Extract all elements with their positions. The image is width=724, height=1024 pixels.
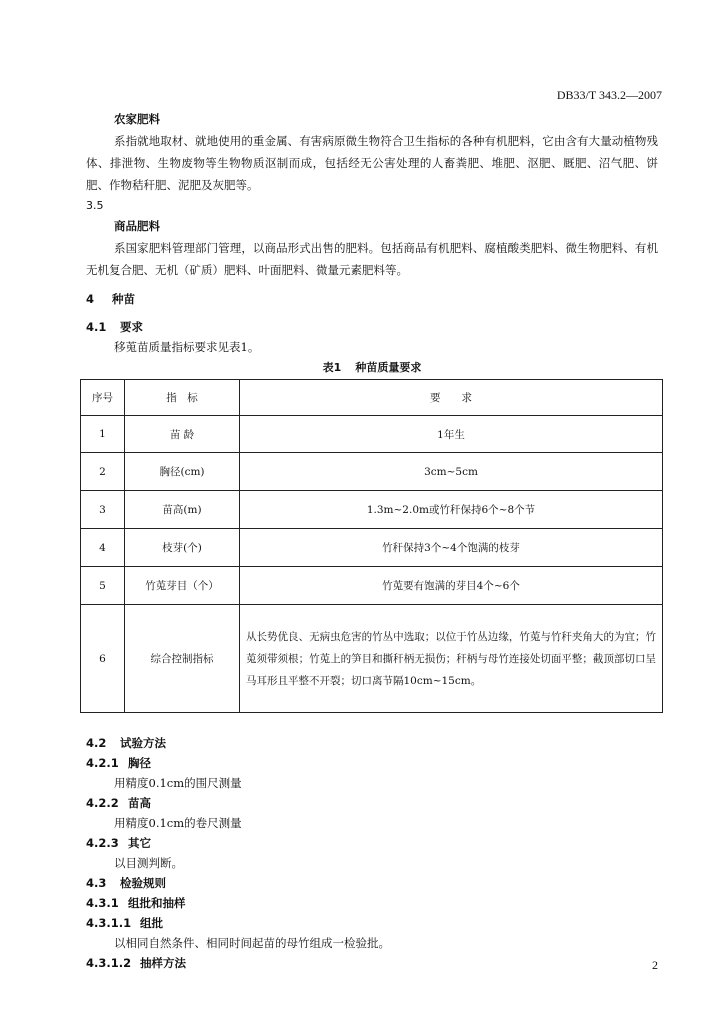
table-row xyxy=(81,453,663,491)
section-4-3-1-1-heading xyxy=(86,913,658,933)
section-4-3-1-heading xyxy=(86,893,658,913)
section-4-3-heading xyxy=(86,873,658,893)
section-4-title: 种苗 xyxy=(112,292,135,306)
table-cell-indicator: 竹莵芽目（个） xyxy=(125,567,240,605)
section-4-3-1-number: 4.3.1 xyxy=(86,896,119,910)
table-cell-indicator: 苗 龄 xyxy=(125,416,240,453)
table-header-row xyxy=(81,380,663,416)
section-4-2-1-title: 胸径 xyxy=(128,756,151,770)
section-4-2-title: 试验方法 xyxy=(120,736,166,750)
section-4-2-3-heading xyxy=(86,833,658,853)
table-row xyxy=(81,529,663,567)
table-caption-number: 表1 xyxy=(322,361,342,374)
table-header-cell: 要 求 xyxy=(240,380,663,416)
section-4-2-2-title: 苗高 xyxy=(128,796,151,810)
table-cell-requirement: 1年生 xyxy=(240,416,663,453)
term-commercial-fertilizer: 商品肥料 xyxy=(114,219,160,233)
section-4-1-heading xyxy=(86,317,658,337)
table-cell-index: 3 xyxy=(81,491,125,529)
section-4-3-1-title: 组批和抽样 xyxy=(128,896,186,910)
definition-farm-fertilizer: 系指就地取材、就地使用的重金属、有害病原微生物符合卫生指标的各种有机肥料，它由含有大量动植物残体、排泄物、生物废物等生物物质沤制而成，包括经无公害处理的人畜粪肥、堆肥、沤肥、厩肥、沼气肥、饼肥、作物秸秆肥、泥肥及灰肥等。 xyxy=(86,134,658,192)
section-4-1-number: 4.1 xyxy=(86,320,107,334)
section-number-3-5: 3.5 xyxy=(86,199,104,212)
section-4-3-1-1-title: 组批 xyxy=(140,916,163,930)
section-4-3-1-2-heading xyxy=(86,953,658,973)
section-4-3-1-2-number: 4.3.1.2 xyxy=(86,956,132,970)
table-cell-requirement: 竹秆保持3个~4个饱满的枝芽 xyxy=(240,529,663,567)
table-cell-indicator: 胸径(cm) xyxy=(125,453,240,491)
table-cell-indicator: 综合控制指标 xyxy=(125,605,240,713)
term-farm-fertilizer: 农家肥料 xyxy=(114,112,160,126)
table-cell-requirement: 3cm~5cm xyxy=(240,453,663,491)
table-cell-requirement: 从长势优良、无病虫危害的竹丛中选取；以位于竹丛边缘，竹莵与竹秆夹角大的为宜；竹莵须带须根；竹莵上的笋目和撕秆柄无损伤；秆柄与母竹连接处切面平整；截顶部切口呈马耳形且平整不开裂；切口离节隔10cm~15cm。 xyxy=(240,605,663,713)
table-cell-indicator: 枝芽(个) xyxy=(125,529,240,567)
definition-commercial-fertilizer: 系国家肥料管理部门管理，以商品形式出售的肥料。包括商品有机肥料、腐植酸类肥料、微生物肥料、有机无机复合肥、无机（矿质）肥料、叶面肥料、微量元素肥料等。 xyxy=(86,241,658,277)
document-body xyxy=(86,109,658,973)
section-4-heading xyxy=(86,289,658,309)
section-4-2-3-title: 其它 xyxy=(128,836,151,850)
section-4-3-number: 4.3 xyxy=(86,876,107,890)
section-4-1-text: 移莵苗质量指标要求见表1。 xyxy=(114,340,260,354)
section-4-2-heading xyxy=(86,733,658,753)
section-4-3-1-1-text: 以相同自然条件、相同时间起苗的母竹组成一检验批。 xyxy=(114,936,390,950)
table-row xyxy=(81,491,663,529)
table-cell-index: 5 xyxy=(81,567,125,605)
table-row xyxy=(81,416,663,453)
table-caption xyxy=(86,359,658,375)
table-cell-index: 1 xyxy=(81,416,125,453)
section-4-2-2-text: 用精度0.1cm的卷尺测量 xyxy=(114,816,242,830)
section-4-2-2-number: 4.2.2 xyxy=(86,796,119,810)
table-header-cell: 序号 xyxy=(81,380,125,416)
section-4-2-1-number: 4.2.1 xyxy=(86,756,119,770)
section-4-2-2-heading xyxy=(86,793,658,813)
section-4-1-title: 要求 xyxy=(120,320,143,334)
section-4-2-number: 4.2 xyxy=(86,736,107,750)
seedling-quality-table xyxy=(80,379,663,713)
table-cell-requirement: 1.3m~2.0m或竹秆保持6个~8个节 xyxy=(240,491,663,529)
section-4-2-1-heading xyxy=(86,753,658,773)
table-header-cell: 指 标 xyxy=(125,380,240,416)
standard-code: DB33/T 343.2—2007 xyxy=(556,88,662,102)
table-cell-index: 6 xyxy=(81,605,125,713)
table-cell-index: 4 xyxy=(81,529,125,567)
table-cell-index: 2 xyxy=(81,453,125,491)
table-row xyxy=(81,567,663,605)
table-cell-indicator: 苗高(m) xyxy=(125,491,240,529)
section-4-2-3-number: 4.2.3 xyxy=(86,836,119,850)
page-number: 2 xyxy=(652,958,658,972)
table-row xyxy=(81,605,663,713)
section-4-3-1-2-title: 抽样方法 xyxy=(140,956,186,970)
section-4-2-3-text: 以目测判断。 xyxy=(114,856,183,870)
section-4-number: 4 xyxy=(86,292,95,306)
section-4-3-1-1-number: 4.3.1.1 xyxy=(86,916,132,930)
table-caption-title: 种苗质量要求 xyxy=(355,361,422,374)
section-4-3-title: 检验规则 xyxy=(120,876,166,890)
table-cell-requirement: 竹莵要有饱满的芽目4个~6个 xyxy=(240,567,663,605)
section-4-2-1-text: 用精度0.1cm的围尺测量 xyxy=(114,776,242,790)
